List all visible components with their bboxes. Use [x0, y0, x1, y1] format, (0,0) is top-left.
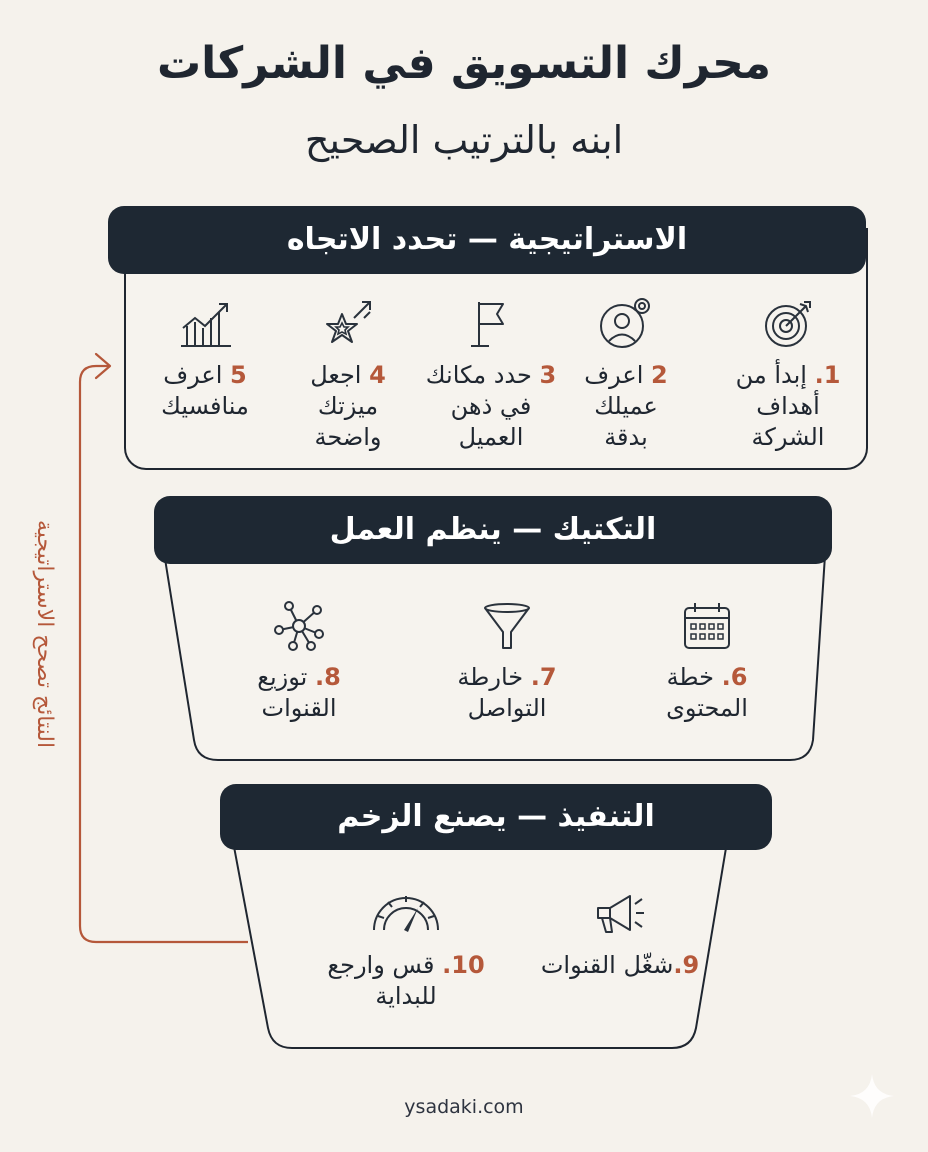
- feedback-label: النتائج تصحح الاستراتيجية: [32, 520, 57, 749]
- item-number: 4: [369, 361, 386, 389]
- item-label: توزيع القنوات: [257, 663, 337, 722]
- tactics-header: التكتيك — ينظم العمل: [154, 496, 832, 564]
- execution-item-10: [316, 886, 496, 1012]
- megaphone-icon: [588, 886, 652, 942]
- item-number: 10.: [442, 951, 485, 979]
- item-label: شغّل القنوات: [540, 951, 674, 979]
- page-title: محرك التسويق في الشركات: [156, 38, 772, 89]
- item-label: اعرف منافسيك: [161, 361, 249, 420]
- item-number: 8.: [314, 663, 341, 691]
- strategy-header: الاستراتيجية — تحدد الاتجاه: [108, 206, 866, 274]
- item-label: إبدأ من أهداف الشركة: [735, 361, 825, 451]
- item-label: حدد مكانك في ذهن العميل: [425, 361, 532, 451]
- item-number: 1.: [814, 361, 841, 389]
- item-label: خارطة التواصل: [457, 663, 547, 722]
- item-label: قس وارجع للبداية: [327, 951, 437, 1010]
- item-label: اعرف عميلك بدقة: [584, 361, 658, 451]
- item-number: 7.: [530, 663, 557, 691]
- execution-item-9: [520, 886, 720, 981]
- item-label: اجعل ميزتك واضحة: [310, 361, 382, 451]
- footer-site: ysadaki.com: [404, 1096, 524, 1118]
- item-number: 3: [539, 361, 557, 389]
- item-label: خطة المحتوى: [666, 663, 748, 722]
- gauge-icon: [370, 886, 442, 942]
- item-number: 9.: [673, 951, 700, 979]
- item-number: 6.: [721, 663, 748, 691]
- page-subtitle: ابنه بالترتيب الصحيح: [304, 118, 624, 162]
- item-number: 5: [230, 361, 247, 389]
- execution-header: التنفيذ — يصنع الزخم: [220, 784, 772, 850]
- item-number: 2: [651, 361, 668, 389]
